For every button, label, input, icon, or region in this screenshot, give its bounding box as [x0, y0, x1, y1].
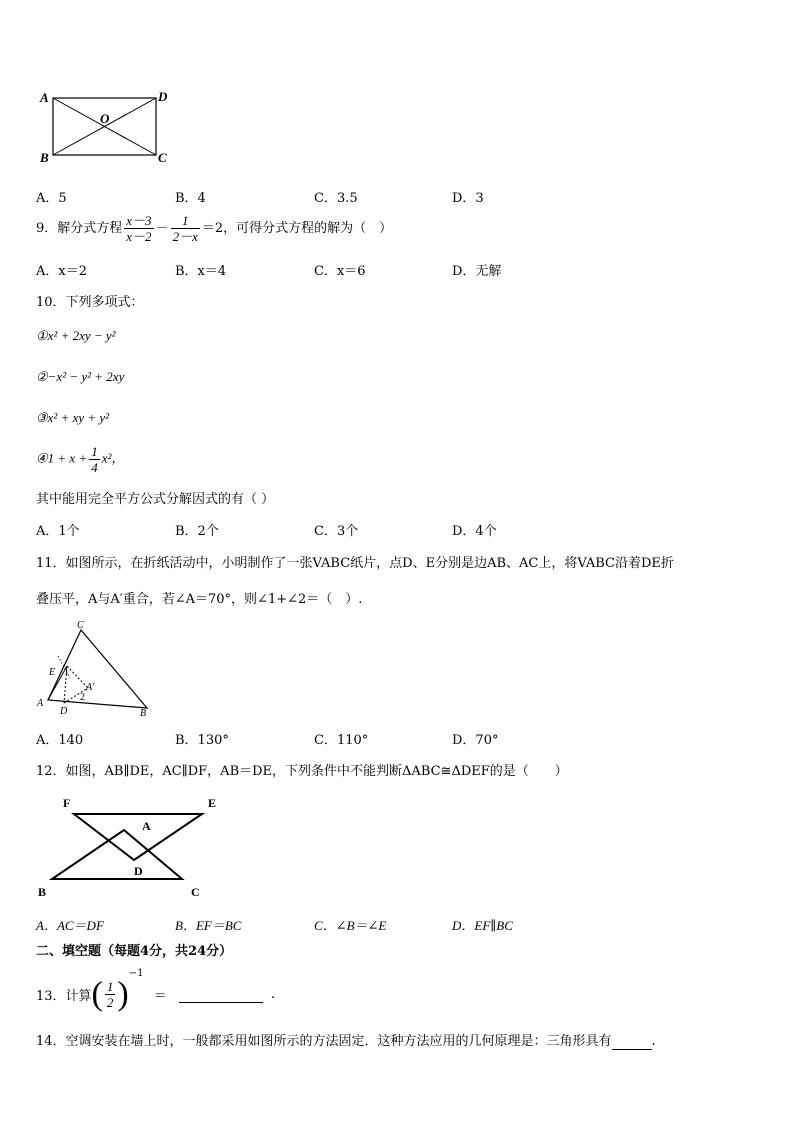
- q14-stem: 14．空调安装在墙上时，一般都采用如图所示的方法固定．这种方法应用的几何原理是：三角形具有 .: [36, 1034, 656, 1049]
- q11-option-d: D．70°: [452, 733, 499, 748]
- q13-prefix: 13．计算: [36, 989, 92, 1004]
- q8-option-a: A．5: [36, 191, 67, 206]
- label-F: F: [63, 796, 71, 810]
- label-B: B: [140, 708, 147, 719]
- q10-option-d: D．4个: [452, 524, 497, 539]
- q9-fraction-1: $\frac{x-3}{x-2}$: [126, 213, 152, 244]
- q9-prefix: 9．解分式方程: [36, 221, 123, 236]
- q8-option-c: C．3.5: [314, 191, 358, 206]
- q10-item-3: ③x² + xy + y²: [36, 410, 110, 425]
- label-D: D: [158, 89, 168, 104]
- q10-option-a: A．1个: [36, 524, 80, 539]
- section-2-title: 二、填空题（每题4分，共24分）: [36, 944, 233, 959]
- q11-option-c: C．110°: [314, 733, 369, 748]
- q10-item-4: ④1 + x + $\frac{1}{4}$ x²，: [36, 444, 125, 475]
- q11-option-b: B．130°: [175, 733, 229, 748]
- label-A: A: [142, 819, 151, 833]
- label-A-prime: A′: [86, 682, 95, 693]
- label-A: A: [40, 90, 49, 105]
- label-D: D: [134, 864, 143, 878]
- q9-fraction-2: $\frac{1}{2-x}$: [172, 213, 198, 244]
- q10-item-2: ②−x² − y² + 2xy: [36, 369, 125, 384]
- q12-option-b: B．EF＝BC: [175, 918, 242, 933]
- q13-stem: 13．计算( $\frac{1}{2}$ )$^{-1}$ ＝ .: [36, 968, 276, 1013]
- q9-suffix: ＝2，可得分式方程的解为（ ）: [201, 221, 393, 236]
- q9-option-d: D．无解: [452, 264, 502, 279]
- q8-option-b: B．4: [175, 191, 206, 206]
- q11-stem-line-2: 叠压平，A与A′重合，若∠A＝70°，则∠1+∠2＝（ ）.: [36, 592, 363, 607]
- q9-stem: 9．解分式方程 $\frac{x-3}{x-2}$ － $\frac{1}{2-x}$ ＝2，可得分式方程的解为（ ）: [36, 213, 393, 244]
- label-C: C: [158, 150, 167, 165]
- label-1: 1: [64, 666, 69, 677]
- q12-option-a: A．AC＝DF: [36, 918, 104, 933]
- folded-triangle-figure: [34, 616, 164, 720]
- q9-option-c: C．x＝6: [314, 264, 366, 279]
- q12-option-d: D．EF∥BC: [452, 918, 513, 933]
- q8-option-d: D．3: [452, 191, 484, 206]
- label-D: D: [60, 706, 68, 717]
- q11-stem-line-1: 11．如图所示，在折纸活动中，小明制作了一张VABC纸片，点D、E分别是边AB、AC上，将VABC沿着DE折: [36, 556, 674, 571]
- q14-answer-blank[interactable]: [612, 1034, 652, 1050]
- q10-question: 其中能用完全平方公式分解因式的有（ ）: [36, 492, 275, 507]
- q12-stem: 12．如图，AB∥DE，AC∥DF，AB＝DE，下列条件中不能判断ΔABC≅ΔDEF的是（ ）: [36, 764, 568, 779]
- label-B: B: [38, 885, 47, 899]
- label-2: 2: [80, 692, 85, 703]
- rectangle-figure: [36, 86, 186, 166]
- q10-item4-fraction: $\frac{1}{4}$: [91, 444, 98, 475]
- label-C: C: [191, 885, 200, 899]
- q10-item-1: ①x² + 2xy − y²: [36, 328, 116, 343]
- q10-option-b: B．2个: [175, 524, 219, 539]
- label-C: C: [77, 620, 84, 631]
- label-A: A: [37, 698, 44, 709]
- q11-option-a: A．140: [36, 733, 84, 748]
- two-triangles-figure: [34, 792, 234, 902]
- label-E: E: [208, 796, 217, 810]
- q9-option-b: B．x＝4: [175, 264, 227, 279]
- label-O: O: [100, 111, 110, 126]
- q10-option-c: C．3个: [314, 524, 359, 539]
- q13-fraction: $\frac{1}{2}$: [106, 979, 114, 1010]
- q10-stem: 10．下列多项式：: [36, 295, 144, 310]
- label-B: B: [40, 150, 49, 165]
- q9-option-a: A．x＝2: [36, 264, 87, 279]
- q12-option-c: C．∠B＝∠E: [314, 918, 387, 933]
- q13-answer-blank[interactable]: [179, 987, 263, 1003]
- label-E: E: [49, 667, 56, 678]
